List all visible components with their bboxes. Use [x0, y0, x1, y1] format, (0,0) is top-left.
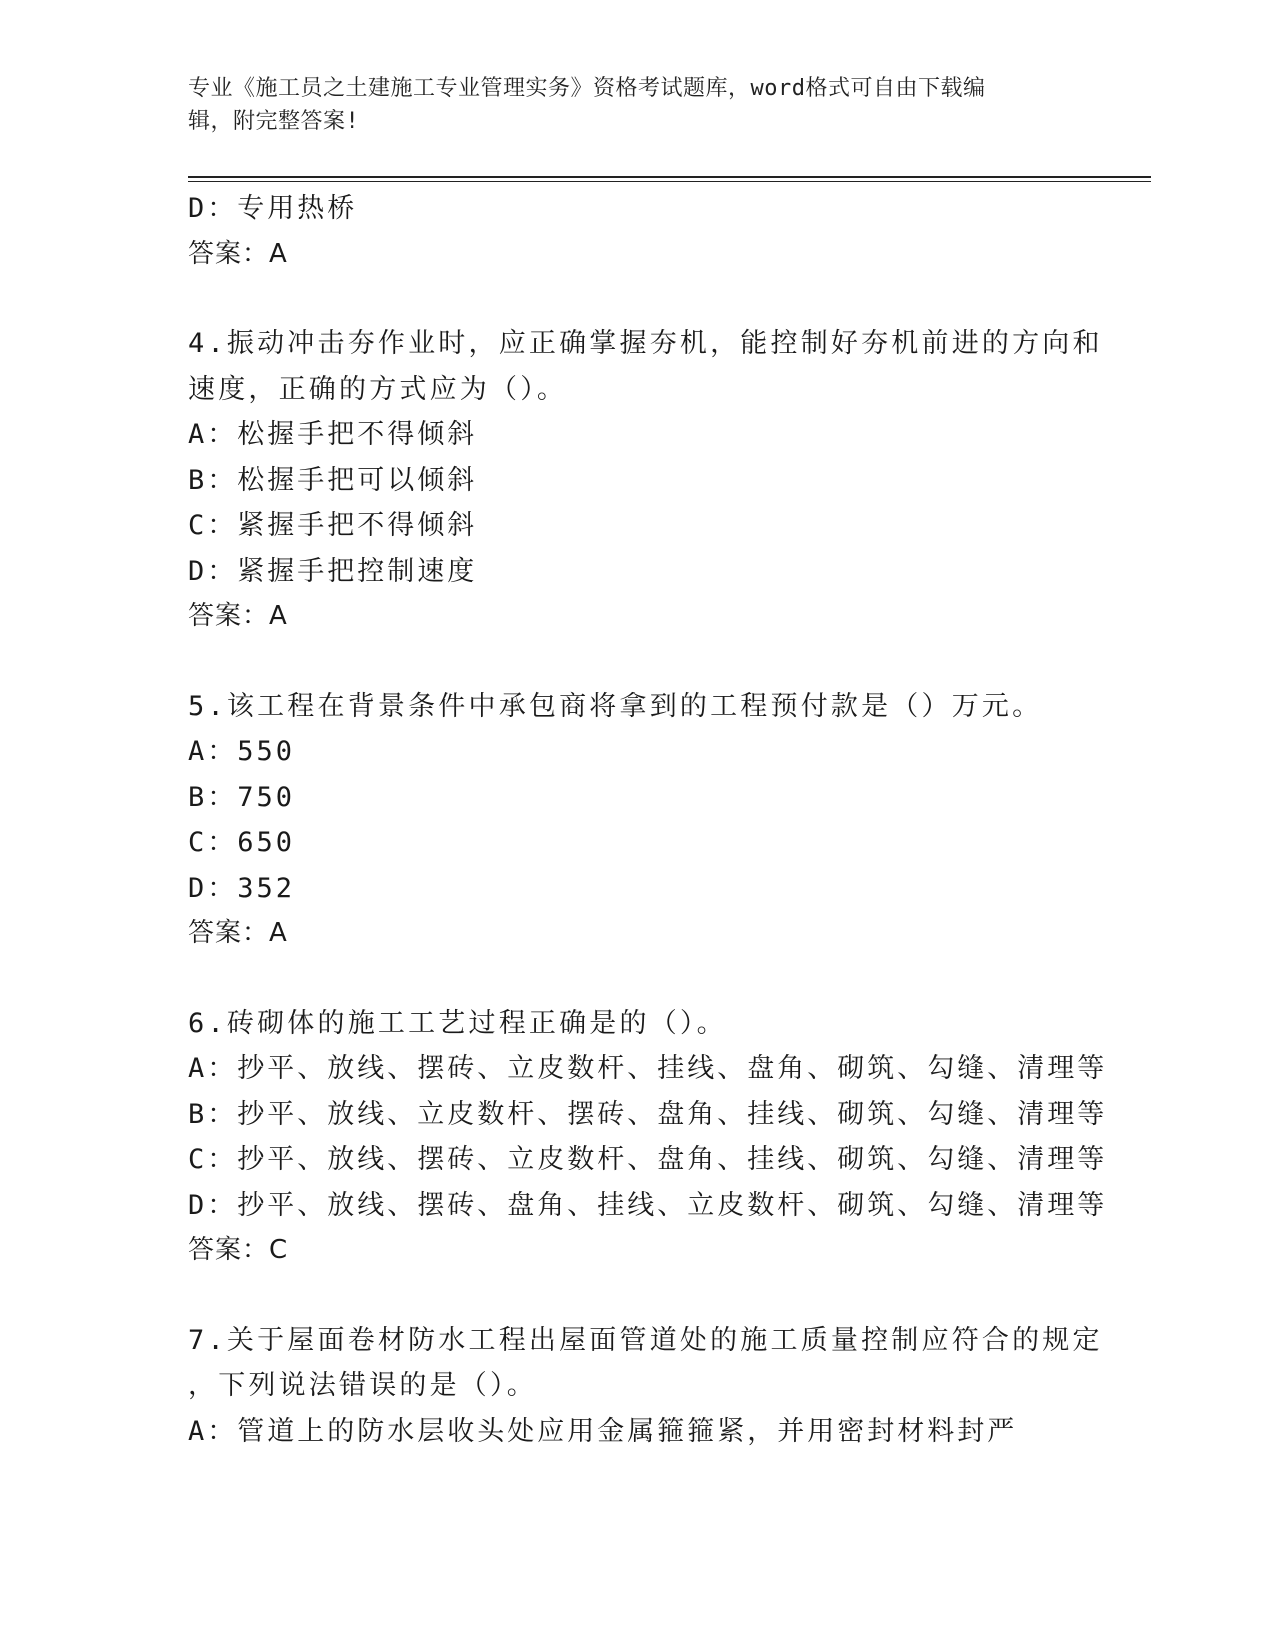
header-divider-thick	[188, 176, 1151, 178]
option-a: A：管道上的防水层收头处应用金属箍箍紧，并用密封材料封严	[188, 1415, 1018, 1447]
option-d: D：352	[188, 872, 296, 904]
question-stem-continued: 速度，正确的方式应为（）。	[188, 373, 568, 405]
page-header	[188, 72, 1088, 138]
question-content	[188, 186, 1168, 1454]
header-divider-thin	[188, 181, 1151, 182]
option-a: A：抄平、放线、摆砖、立皮数杆、挂线、盘角、砌筑、勾缝、清理等	[188, 1053, 1108, 1084]
option-c: C：650	[188, 827, 296, 858]
question-7	[188, 1318, 1168, 1455]
question-6	[188, 1001, 1168, 1274]
previous-question-tail	[188, 186, 1168, 277]
spacer	[188, 640, 1168, 684]
header-line-1: 专业《施工员之土建施工专业管理实务》资格考试题库，word格式可自由下载编	[188, 76, 986, 101]
question-5	[188, 684, 1168, 957]
option-c: C：紧握手把不得倾斜	[188, 510, 478, 541]
question-stem: 4.振动冲击夯作业时，应正确掌握夯机，能控制好夯机前进的方向和	[188, 328, 1103, 359]
question-stem: 6.砖砌体的施工工艺过程正确是的（）。	[188, 1007, 727, 1039]
spacer	[188, 1274, 1168, 1318]
option-b: B：松握手把可以倾斜	[188, 464, 478, 496]
answer-line: 答案：A	[188, 601, 288, 631]
option-b: B：抄平、放线、立皮数杆、摆砖、盘角、挂线、砌筑、勾缝、清理等	[188, 1098, 1108, 1130]
option-d: D：紧握手把控制速度	[188, 555, 478, 587]
question-stem: 5.该工程在背景条件中承包商将拿到的工程预付款是（）万元。	[188, 690, 1043, 722]
answer-line: 答案：A	[188, 918, 288, 948]
option-a: A：松握手把不得倾斜	[188, 419, 478, 450]
spacer	[188, 277, 1168, 321]
option-d: D：抄平、放线、摆砖、盘角、挂线、立皮数杆、砌筑、勾缝、清理等	[188, 1189, 1108, 1221]
option-d: D：专用热桥	[188, 193, 358, 224]
question-4	[188, 321, 1168, 640]
question-stem-continued: ，下列说法错误的是（）。	[188, 1370, 537, 1401]
spacer	[188, 957, 1168, 1001]
question-stem: 7.关于屋面卷材防水工程出屋面管道处的施工质量控制应符合的规定	[188, 1324, 1103, 1356]
answer-line: 答案：A	[188, 238, 288, 269]
option-c: C：抄平、放线、摆砖、立皮数杆、盘角、挂线、砌筑、勾缝、清理等	[188, 1144, 1108, 1175]
header-line-2: 辑，附完整答案!	[188, 109, 360, 134]
option-a: A：550	[188, 736, 296, 767]
answer-line: 答案：C	[188, 1235, 289, 1265]
option-b: B：750	[188, 781, 296, 813]
